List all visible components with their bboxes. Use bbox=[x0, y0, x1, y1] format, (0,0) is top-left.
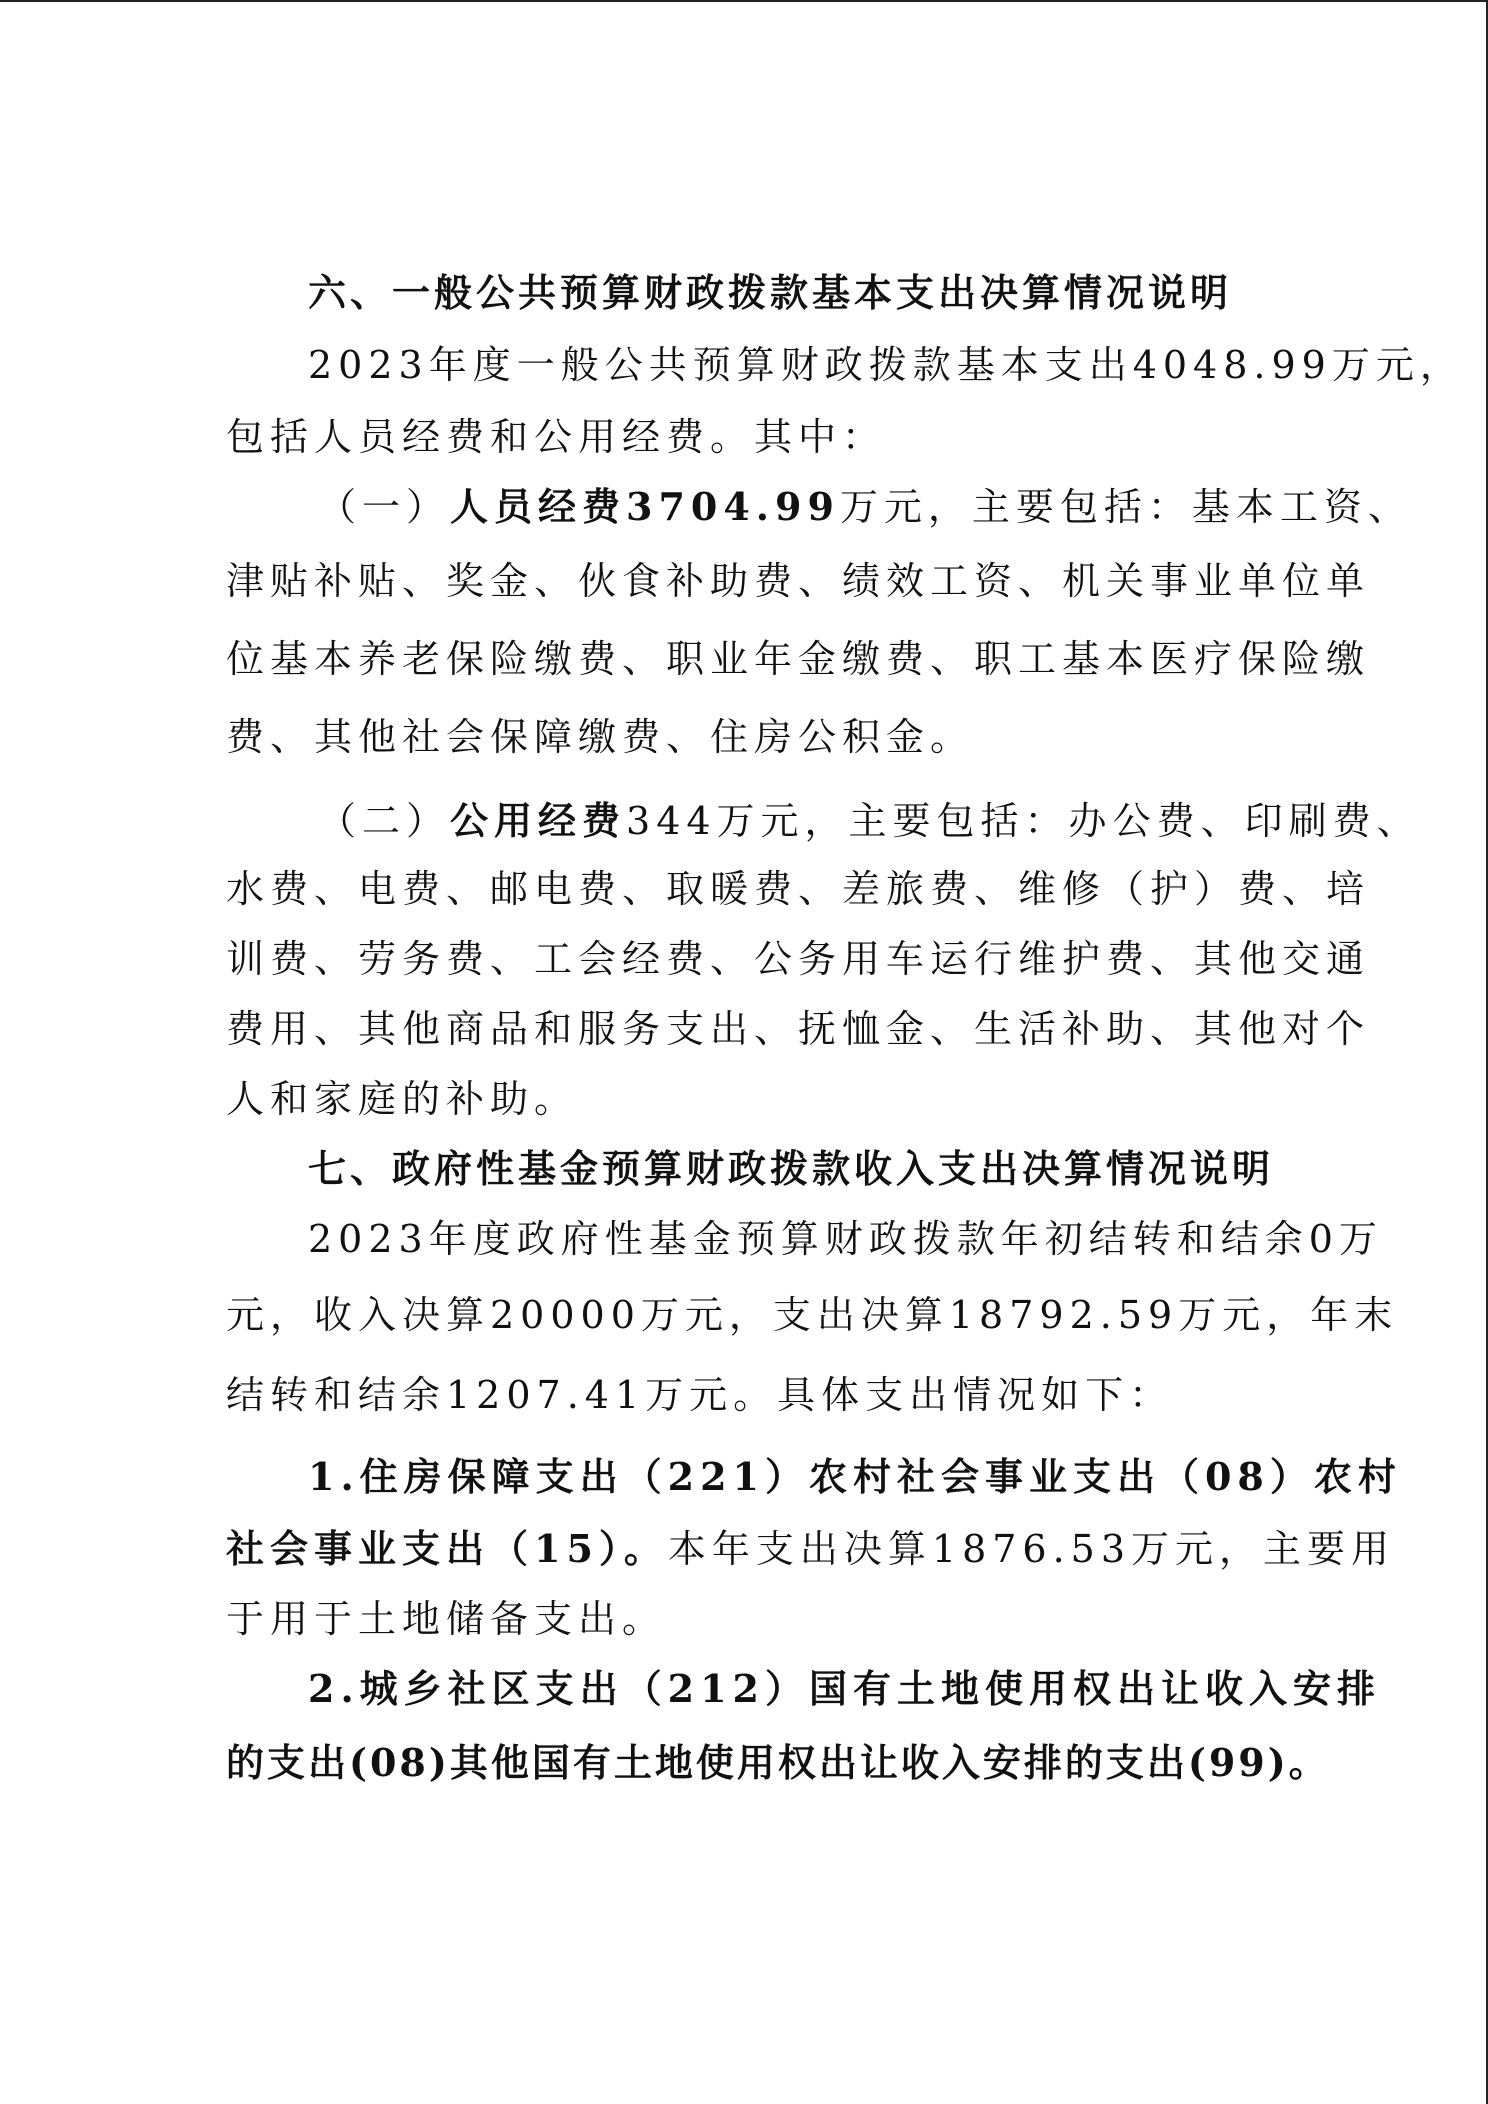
public-expense-line: 人和家庭的补助。 bbox=[226, 1077, 579, 1121]
personnel-label: 人员经费3704.99 bbox=[450, 484, 840, 529]
section-7-paragraph-line: 元，收入决算20000万元，支出决算18792.59万元，年末 bbox=[226, 1293, 1399, 1337]
section-6-heading: 六、一般公共预算财政拨款基本支出决算情况说明 bbox=[308, 270, 1233, 315]
public-expense-line: 费用、其他商品和服务支出、抚恤金、生活补助、其他对个 bbox=[226, 1007, 1371, 1051]
item-1-text: 本年支出决算1876.53万元，主要用 bbox=[667, 1527, 1396, 1571]
personnel-expense-line: 费、其他社会保障缴费、住房公积金。 bbox=[226, 715, 975, 759]
public-text: 344万元，主要包括：办公费、印刷费、 bbox=[626, 799, 1421, 843]
personnel-expense-line: 津贴补贴、奖金、伙食补助费、绩效工资、机关事业单位单 bbox=[226, 559, 1371, 603]
public-expense-line: 水费、电费、邮电费、取暖费、差旅费、维修（护）费、培 bbox=[226, 867, 1371, 911]
item-1-line: 1.住房保障支出（221）农村社会事业支出（08）农村 bbox=[308, 1454, 1402, 1499]
section-6-paragraph-line: 2023年度一般公共预算财政拨款基本支出4048.99万元， bbox=[308, 343, 1464, 387]
public-label-prefix: （二） bbox=[318, 799, 451, 843]
personnel-label-prefix: （一） bbox=[318, 485, 451, 529]
personnel-text: 万元，主要包括：基本工资、 bbox=[839, 485, 1412, 529]
personnel-expense-line: 位基本养老保险缴费、职业年金缴费、职工基本医疗保险缴 bbox=[226, 637, 1371, 681]
section-7-paragraph-line: 2023年度政府性基金预算财政拨款年初结转和结余0万 bbox=[308, 1217, 1383, 1261]
section-7-heading: 七、政府性基金预算财政拨款收入支出决算情况说明 bbox=[308, 1146, 1275, 1191]
public-label: 公用经费 bbox=[450, 798, 627, 843]
item-1-bold-text: 社会事业支出（15）。 bbox=[226, 1526, 668, 1571]
section-7-paragraph-line: 结转和结余1207.41万元。具体支出情况如下： bbox=[226, 1373, 1174, 1417]
item-2-line: 的支出(08)其他国有土地使用权出让收入安排的支出(99)。 bbox=[226, 1740, 1330, 1785]
item-1-line bbox=[226, 1526, 1396, 1572]
section-6-paragraph-line: 包括人员经费和公用经费。其中： bbox=[226, 415, 887, 459]
item-2-line: 2.城乡社区支出（212）国有土地使用权出让收入安排 bbox=[308, 1666, 1381, 1711]
public-expense-line: 训费、劳务费、工会经费、公务用车运行维护费、其他交通 bbox=[226, 937, 1371, 981]
item-1-line: 于用于土地储备支出。 bbox=[226, 1597, 667, 1641]
public-expense-line bbox=[318, 798, 1421, 844]
personnel-expense-line bbox=[318, 484, 1412, 530]
